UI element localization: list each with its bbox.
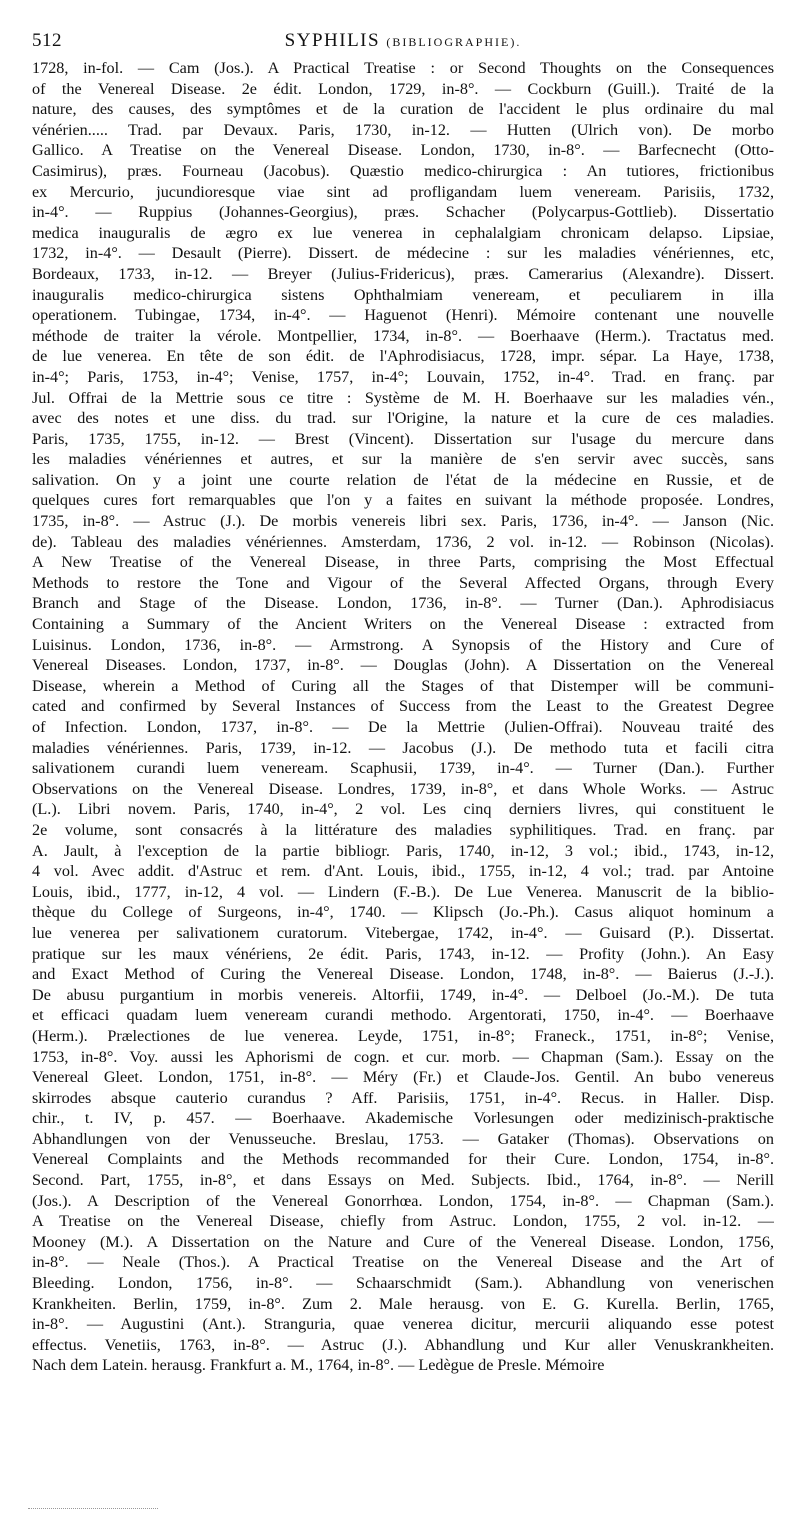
text-line: 1753, in-8°. Voy. aussi les Aphorismi de cogn. et cur. morb. — Chapman (Sam.). Essay on the bbox=[32, 1047, 774, 1066]
text-line: Abhandlungen von der Venusseuche. Breslau, 1753. — Gataker (Thomas). Observations on bbox=[32, 1129, 774, 1148]
text-line: Disease, wherein a Method of Curing all the Stages of that Distemper will be communi- bbox=[32, 676, 774, 695]
text-line: Methods to restore the Tone and Vigour of the Several Affected Organs, through Every bbox=[32, 573, 774, 592]
text-line: chir., t. IV, p. 457. — Boerhaave. Akademische Vorlesungen oder medizinisch-praktische bbox=[32, 1109, 774, 1128]
text-line: De abusu purgantium in morbis venereis. Altorfii, 1749, in-4°. — Delboel (Jo.-M.). De tuta bbox=[32, 985, 774, 1004]
text-line: Bleeding. London, 1756, in-8°. — Schaarschmidt (Sam.). Abhandlung von venerischen bbox=[32, 1274, 774, 1293]
text-line: in-4°. — Ruppius (Johannes-Georgius), præs. Schacher (Polycarpus-Gottlieb). Dissertatio bbox=[32, 203, 774, 222]
text-line: (Jos.). A Description of the Venereal Gonorrhœa. London, 1754, in-8°. — Chapman (Sam.). bbox=[32, 1191, 774, 1210]
text-line: skirrodes absque cauterio curandus ? Aff. Parisiis, 1751, in-4°. Recus. in Haller. Disp. bbox=[32, 1088, 774, 1107]
text-line: pratique sur les maux vénériens, 2e édit. Paris, 1743, in-12. — Profity (John.). An Easy bbox=[32, 944, 774, 963]
text-line: les maladies vénériennes et autres, et sur la manière de s'en servir avec succès, sans bbox=[32, 450, 774, 469]
running-title-main: SYPHILIS bbox=[284, 30, 381, 51]
text-line: (L.). Libri novem. Paris, 1740, in-4°, 2 vol. Les cinq derniers livres, qui constituent le bbox=[32, 800, 774, 819]
running-title-sub: (BIBLIOGRAPHIE). bbox=[386, 35, 522, 49]
text-line: 1735, in-8°. — Astruc (J.). De morbis venereis libri sex. Paris, 1736, in-4°. — Janson (Nic. bbox=[32, 512, 774, 531]
text-line: in-4°; Paris, 1753, in-4°; Venise, 1757, in-4°; Louvain, 1752, in-4°. Trad. en franç. par bbox=[32, 367, 774, 386]
text-line: avec des notes et une diss. du trad. sur l'Origine, la nature et la cure de ces maladies. bbox=[32, 409, 774, 428]
text-line: Louis, ibid., 1777, in-12, 4 vol. — Lindern (F.-B.). De Lue Venerea. Manuscrit de la biblio- bbox=[32, 882, 774, 901]
text-line: salivationem curandi luem veneream. Scaphusii, 1739, in-4°. — Turner (Dan.). Further bbox=[32, 759, 774, 778]
text-line: salivation. On y a joint une courte relation de l'état de la médecine en Russie, et de bbox=[32, 470, 774, 489]
bottom-rule bbox=[28, 1508, 158, 1509]
text-line: inauguralis medico-chirurgica sistens Ophthalmiam veneream, et peculiarem in illa bbox=[32, 285, 774, 304]
text-line: A Treatise on the Venereal Disease, chiefly from Astruc. London, 1755, 2 vol. in-12. — bbox=[32, 1212, 774, 1231]
text-line: 1732, in-4°. — Desault (Pierre). Dissert. de médecine : sur les maladies vénériennes, etc, bbox=[32, 244, 774, 263]
text-line: Casimirus), præs. Fourneau (Jacobus). Quæstio medico-chirurgica : An tutiores, frictionibus bbox=[32, 161, 774, 180]
text-line: medica inauguralis de ægro ex lue venerea in cephalalgiam chronicam delapso. Lipsiae, bbox=[32, 223, 774, 242]
text-line: of the Venereal Disease. 2e édit. London, 1729, in-8°. — Cockburn (Guill.). Traité de la bbox=[32, 79, 774, 98]
bibliography-text bbox=[32, 58, 774, 1376]
text-line: quelques cures fort remarquables que l'on y a faites en suivant la méthode proposée. Londres, bbox=[32, 491, 774, 510]
text-line: Gallico. A Treatise on the Venereal Disease. London, 1730, in-8°. — Barfecnecht (Otto- bbox=[32, 141, 774, 160]
text-line: Bordeaux, 1733, in-12. — Breyer (Julius-Fridericus), præs. Camerarius (Alexandre). Dissert. bbox=[32, 264, 774, 283]
text-line: 4 vol. Avec addit. d'Astruc et rem. d'Ant. Louis, ibid., 1755, in-12, 4 vol.; trad. par Antoine bbox=[32, 862, 774, 881]
document-page bbox=[32, 18, 774, 1376]
text-line: Krankheiten. Berlin, 1759, in-8°. Zum 2. Male herausg. von E. G. Kurella. Berlin, 1765, bbox=[32, 1294, 774, 1313]
text-line: 1728, in-fol. — Cam (Jos.). A Practical Treatise : or Second Thoughts on the Consequences bbox=[32, 59, 774, 77]
text-line: et efficaci quadam luem veneream curandi methodo. Argentorati, 1750, in-4°. — Boerhaave bbox=[32, 1006, 774, 1025]
text-line: lue venerea per salivationem curatorum. Vitebergae, 1742, in-4°. — Guisard (P.). Dissertat. bbox=[32, 923, 774, 942]
text-line: in-8°. — Augustini (Ant.). Stranguria, quae venerea dicitur, mercurii aliquando esse potest bbox=[32, 1315, 774, 1334]
text-line: de lue venerea. En tête de son édit. de l'Aphrodisiacus, 1728, impr. sépar. La Haye, 1738, bbox=[32, 347, 774, 366]
text-line: nature, des causes, des symptômes et de la curation de l'accident le plus ordinaire du mal bbox=[32, 100, 774, 119]
page-number: 512 bbox=[32, 30, 62, 51]
text-line: A New Treatise of the Venereal Disease, in three Parts, comprising the Most Effectual bbox=[32, 553, 774, 572]
text-line: Luisinus. London, 1736, in-8°. — Armstrong. A Synopsis of the History and Cure of bbox=[32, 635, 774, 654]
text-line: Paris, 1735, 1755, in-12. — Brest (Vincent). Dissertation sur l'usage du mercure dans bbox=[32, 429, 774, 448]
text-line: Nach dem Latein. herausg. Frankfurt a. M., 1764, in-8°. — Ledègue de Presle. Mémoire bbox=[32, 1356, 605, 1375]
running-title bbox=[32, 30, 774, 52]
text-line: in-8°. — Neale (Thos.). A Practical Treatise on the Venereal Disease and the Art of bbox=[32, 1253, 774, 1272]
text-line: cated and confirmed by Several Instances of Success from the Least to the Greatest Degree bbox=[32, 697, 774, 716]
page-header bbox=[32, 18, 774, 58]
text-line: Second. Part, 1755, in-8°, et dans Essays on Med. Subjects. Ibid., 1764, in-8°. — Nerill bbox=[32, 1171, 774, 1190]
text-line: and Exact Method of Curing the Venereal Disease. London, 1748, in-8°. — Baierus (J.-J.). bbox=[32, 965, 774, 984]
text-line: maladies vénériennes. Paris, 1739, in-12. — Jacobus (J.). De methodo tuta et facili citra bbox=[32, 738, 774, 757]
text-line: operationem. Tubingae, 1734, in-4°. — Haguenot (Henri). Mémoire contenant une nouvelle bbox=[32, 306, 774, 325]
text-line: Venereal Complaints and the Methods recommanded for their Cure. London, 1754, in-8°. bbox=[32, 1150, 774, 1169]
text-line: A. Jault, à l'exception de la partie bibliogr. Paris, 1740, in-12, 3 vol.; ibid., 1743, in-12, bbox=[32, 841, 774, 860]
text-line: Branch and Stage of the Disease. London, 1736, in-8°. — Turner (Dan.). Aphrodisiacus bbox=[32, 594, 774, 613]
text-line: (Herm.). Prælectiones de lue venerea. Leyde, 1751, in-8°; Franeck., 1751, in-8°; Venise, bbox=[32, 1026, 774, 1045]
text-line: 2e volume, sont consacrés à la littérature des maladies syphilitiques. Trad. en franç. par bbox=[32, 820, 774, 839]
text-line: of Infection. London, 1737, in-8°. — De la Mettrie (Julien-Offrai). Nouveau traité des bbox=[32, 718, 774, 736]
text-line: Venereal Diseases. London, 1737, in-8°. — Douglas (John). A Dissertation on the Venereal bbox=[32, 656, 774, 675]
text-line: Observations on the Venereal Disease. Londres, 1739, in-8°, et dans Whole Works. — Astruc bbox=[32, 779, 774, 798]
text-line: méthode de traiter la vérole. Montpellier, 1734, in-8°. — Boerhaave (Herm.). Tractatus med. bbox=[32, 326, 774, 345]
text-line: ex Mercurio, jucundioresque viae sint ad profligandam luem veneream. Parisiis, 1732, bbox=[32, 182, 774, 201]
text-line: Venereal Gleet. London, 1751, in-8°. — Méry (Fr.) et Claude-Jos. Gentil. An bubo venereus bbox=[32, 1068, 774, 1087]
text-line: Jul. Offrai de la Mettrie sous ce titre : Système de M. H. Boerhaave sur les maladies vén., bbox=[32, 388, 774, 407]
text-line: thèque du College of Surgeons, in-4°, 1740. — Klipsch (Jo.-Ph.). Casus aliquot hominum a bbox=[32, 903, 774, 922]
text-line: vénérien..... Trad. par Devaux. Paris, 1730, in-12. — Hutten (Ulrich von). De morbo bbox=[32, 120, 774, 139]
text-line: Mooney (M.). A Dissertation on the Nature and Cure of the Venereal Disease. London, 1756, bbox=[32, 1232, 774, 1251]
text-line: effectus. Venetiis, 1763, in-8°. — Astruc (J.). Abhandlung und Kur aller Venuskrankheiten. bbox=[32, 1335, 774, 1354]
text-line: de). Tableau des maladies vénériennes. Amsterdam, 1736, 2 vol. in-12. — Robinson (Nicolas). bbox=[32, 532, 774, 551]
text-line: Containing a Summary of the Ancient Writers on the Venereal Disease : extracted from bbox=[32, 615, 774, 634]
